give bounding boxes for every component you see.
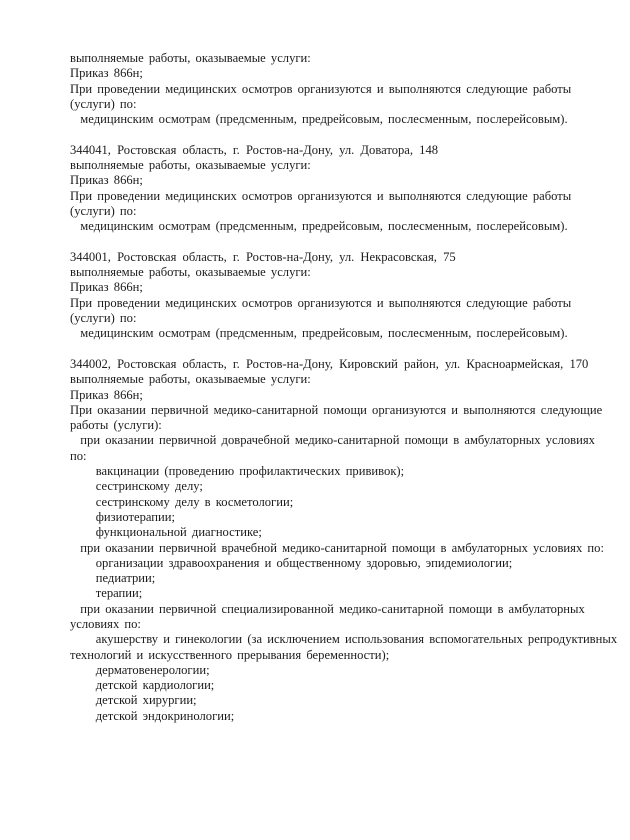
text-line: выполняемые работы, оказываемые услуги: (70, 51, 311, 65)
text-line: (услуги) по: (70, 203, 137, 218)
text-line: при оказании первичной врачебной медико-санитарной помощи в амбулаторных условиях по: (70, 540, 604, 555)
text-line: педиатрии; (70, 571, 156, 586)
address-line: 344041, Ростовская область, г. Ростов-на-Дону, ул. Доватора, 148 (70, 142, 439, 157)
text-line: дерматовенерологии; (70, 662, 210, 677)
text-line: детской хирургии; (70, 693, 197, 708)
text-line: детской кардиологии; (70, 678, 215, 693)
text-line: При проведении медицинских осмотров организуются и выполняются следующие работы (70, 81, 572, 96)
text-line: выполняемые работы, оказываемые услуги: (70, 372, 311, 387)
text-line: Приказ 866н; (70, 173, 143, 188)
text-line (70, 235, 612, 250)
text-line (70, 342, 612, 357)
text-line: медицинским осмотрам (предсменным, предрейсовым, послесменным, послерейсовым). (70, 112, 568, 127)
text-line: выполняемые работы, оказываемые услуги: (70, 265, 311, 280)
text-line: (услуги) по: (70, 96, 137, 111)
text-line: сестринскому делу в косметологии; (70, 494, 294, 509)
text-line: условиях по: (70, 616, 141, 631)
text-line: При проведении медицинских осмотров организуются и выполняются следующие работы (70, 295, 572, 310)
text-line: физиотерапии; (70, 509, 176, 524)
text-line: При проведении медицинских осмотров организуются и выполняются следующие работы (70, 188, 572, 203)
text-line: работы (услуги): (70, 418, 162, 433)
text-line: функциональной диагностике; (70, 525, 262, 540)
document-text-block (70, 51, 618, 724)
text-line: акушерству и гинекологии (за исключением использования вспомогательных репродуктивных (70, 632, 618, 647)
text-line: при оказании первичной доврачебной медико-санитарной помощи в амбулаторных условиях (70, 433, 595, 448)
text-line: терапии; (70, 586, 143, 601)
text-line: При оказании первичной медико-санитарной помощи организуются и выполняются следующие (70, 402, 603, 417)
text-line: организации здравоохранения и общественному здоровью, эпидемиологии; (70, 555, 513, 570)
text-line: Приказ 866н; (70, 280, 143, 295)
text-line: выполняемые работы, оказываемые услуги: (70, 158, 311, 173)
text-line: Приказ 866н; (70, 66, 143, 81)
text-line: при оказании первичной специализированной медико-санитарной помощи в амбулаторных (70, 601, 585, 616)
text-line (70, 127, 612, 142)
text-line: Приказ 866н; (70, 387, 143, 402)
text-line: (услуги) по: (70, 311, 137, 326)
text-line: вакцинации (проведению профилактических прививок); (70, 464, 405, 479)
text-line: технологий и искусственного прерывания беременности); (70, 647, 390, 662)
text-line: сестринскому делу; (70, 479, 203, 494)
text-line: медицинским осмотрам (предсменным, предрейсовым, послесменным, послерейсовым). (70, 326, 568, 341)
address-line: 344002, Ростовская область, г. Ростов-на-Дону, Кировский район, ул. Красноармейская, 170 (70, 356, 589, 371)
text-line: медицинским осмотрам (предсменным, предрейсовым, послесменным, послерейсовым). (70, 219, 568, 234)
address-line: 344001, Ростовская область, г. Ростов-на-Дону, ул. Некрасовская, 75 (70, 249, 456, 264)
text-line: детской эндокринологии; (70, 708, 235, 723)
text-line: по: (70, 448, 87, 463)
